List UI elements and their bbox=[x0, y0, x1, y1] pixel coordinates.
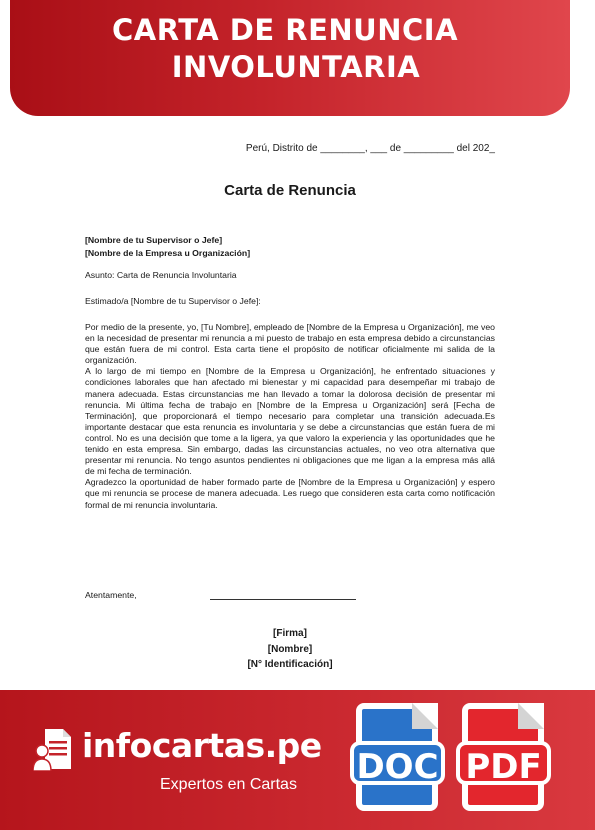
doc-badge-label: DOC bbox=[350, 741, 445, 785]
signature-nombre: [Nombre] bbox=[267, 643, 313, 655]
letter-title: Carta de Renuncia bbox=[224, 182, 356, 199]
brand-name[interactable]: infocartas.pe bbox=[82, 726, 322, 765]
greeting-line: Estimado/a [Nombre de tu Supervisor o Jefe]: bbox=[85, 296, 261, 306]
pdf-badge-label: PDF bbox=[456, 741, 551, 785]
pdf-file-icon[interactable] bbox=[456, 703, 551, 815]
body-paragraph: A lo largo de mi tiempo en [Nombre de la Empresa u Organización], he enfrentado situaciones y condiciones laborales que han afectado mi bienestar y mi capacidad para desempeñar mi trabajo de manera adecuada. Estas circunstancias me han llevado a tomar la dolorosa decisión de presentar mi renuncia. Mi última fecha de trabajo en [Nombre de la Empresa u Organización] será [Fecha de Terminación], que proporcionará el tiempo necesario para completar una transición adecuada.Es importante destacar que esta renuncia es involuntaria y se debe a circunstancias que están fuera de mi control. No es una decisión que tome a la ligera, ya que valoro la experiencia y las oportunidades que he tenido en esta empresa. Sin embargo, dadas las circunstancias actuales, no veo otra alternativa que presentar mi renuncia. No tengo asuntos pendientes ni obligaciones que me ligan a la empresa más allá de mi fecha de terminación. bbox=[85, 366, 495, 477]
document-person-icon bbox=[33, 727, 73, 771]
footer-banner bbox=[0, 690, 595, 830]
subject-line: Asunto: Carta de Renuncia Involuntaria bbox=[85, 270, 237, 280]
body-paragraph: Por medio de la presente, yo, [Tu Nombre], empleado de [Nombre de la Empresa u Organización], me veo en la necesidad de presentar mi renuncia a mi puesto de trabajo en esta empresa debido a circunstancias que están fuera de mi control. Esta carta tiene el propósito de notificar oficialmente mi salida de la organización. bbox=[85, 322, 495, 366]
signature-line bbox=[210, 599, 356, 600]
doc-file-icon[interactable] bbox=[350, 703, 445, 815]
letter-body bbox=[85, 322, 495, 511]
body-paragraph: Agradezco la oportunidad de haber formado parte de [Nombre de la Empresa u Organización] y espero que mi renuncia se procese de manera adecuada. Les ruego que consideren esta carta como notificación formal de mi renuncia involuntaria. bbox=[85, 477, 495, 510]
brand-tagline: Expertos en Cartas bbox=[160, 776, 297, 793]
header-title-line2: INVOLUNTARIA bbox=[171, 50, 421, 84]
header-title-line1: CARTA DE RENUNCIA bbox=[111, 13, 459, 47]
pdf-file-fold bbox=[518, 703, 544, 729]
recipient-block bbox=[85, 234, 250, 259]
signature-firma: [Firma] bbox=[273, 628, 307, 639]
signature-id: [N° Identificación] bbox=[247, 659, 333, 670]
date-line: Perú, Distrito de ________, ___ de _________ del 202_ bbox=[245, 143, 495, 154]
doc-file-fold bbox=[412, 703, 438, 729]
signature-block bbox=[205, 626, 375, 673]
recipient-company: [Nombre de la Empresa u Organización] bbox=[85, 247, 251, 258]
recipient-supervisor: [Nombre de tu Supervisor o Jefe] bbox=[85, 235, 223, 245]
header-banner bbox=[10, 0, 570, 116]
closing-text: Atentamente, bbox=[85, 590, 137, 600]
